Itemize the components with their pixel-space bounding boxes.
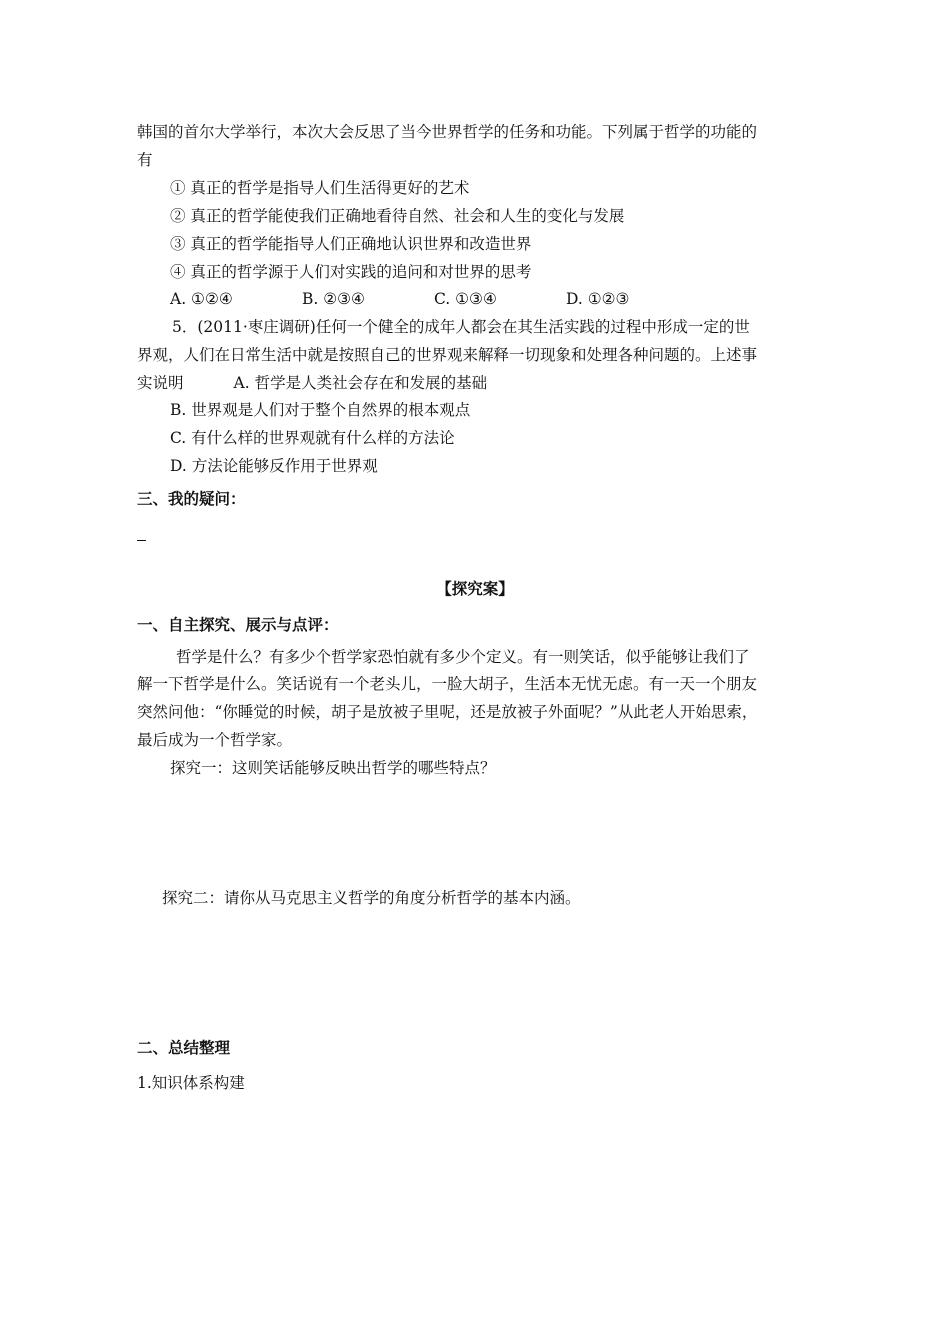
q4-item-3: ③ 真正的哲学能指导人们正确地认识世界和改造世界: [170, 235, 532, 253]
part-1-paragraph-line-1: 哲学是什么？有多少个哲学家恐怕就有多少个定义。有一则笑话，似乎能够让我们了: [176, 648, 750, 666]
q4-stem-line-1: 韩国的首尔大学举行，本次大会反思了当今世界哲学的任务和功能。下列属于哲学的功能的: [137, 123, 758, 141]
answer-blank-line: [137, 540, 146, 541]
section-3-title: 三、我的疑问：: [137, 489, 246, 508]
q5-option-b: B. 世界观是人们对于整个自然界的根本观点: [170, 401, 471, 419]
q4-option-c: C. ①③④: [434, 290, 497, 308]
part-2-item-1: 1.知识体系构建: [137, 1074, 245, 1092]
part-2-title: 二、总结整理: [137, 1038, 231, 1057]
q5-option-a: A. 哲学是人类社会存在和发展的基础: [233, 374, 488, 392]
part-1-paragraph-line-4: 最后成为一个哲学家。: [137, 731, 293, 749]
inquiry-2: 探究二：请你从马克思主义哲学的角度分析哲学的基本内涵。: [162, 889, 581, 907]
q5-line-2: 界观，人们在日常生活中就是按照自己的世界观来解释一切现象和处理各种问题的。上述事: [137, 346, 758, 364]
inquiry-1: 探究一：这则笑话能够反映出哲学的哪些特点？: [170, 759, 496, 777]
q5-line-3-prefix: 实说明: [137, 374, 184, 392]
explore-title: 【探究案】: [436, 579, 514, 598]
q4-stem-line-2: 有: [137, 151, 153, 169]
q5-option-d: D. 方法论能够反作用于世界观: [170, 457, 378, 475]
part-1-title: 一、自主探究、展示与点评：: [137, 615, 339, 634]
q4-item-2: ② 真正的哲学能使我们正确地看待自然、社会和人生的变化与发展: [170, 207, 625, 225]
q4-item-4: ④ 真正的哲学源于人们对实践的追问和对世界的思考: [170, 263, 532, 281]
q4-options: [170, 288, 629, 310]
q4-option-a: A. ①②④: [170, 290, 233, 308]
part-1-paragraph-line-3: 突然问他：“你睡觉的时候，胡子是放被子里呢，还是放被子外面呢？”从此老人开始思索，: [137, 703, 758, 721]
q4-item-1: ① 真正的哲学是指导人们生活得更好的艺术: [170, 179, 470, 197]
q5-line-1: 5．(2011·枣庄调研)任何一个健全的成年人都会在其生活实践的过程中形成一定的世: [172, 318, 750, 336]
q5-option-c: C. 有什么样的世界观就有什么样的方法论: [170, 429, 455, 447]
q4-option-b: B. ②③④: [302, 290, 365, 308]
part-1-paragraph-line-2: 解一下哲学是什么。笑话说有一个老头儿，一脸大胡子，生活本无忧无虑。有一天一个朋友: [137, 675, 758, 693]
q5-line-3: [137, 372, 487, 394]
q4-option-d: D. ①②③: [566, 290, 630, 308]
